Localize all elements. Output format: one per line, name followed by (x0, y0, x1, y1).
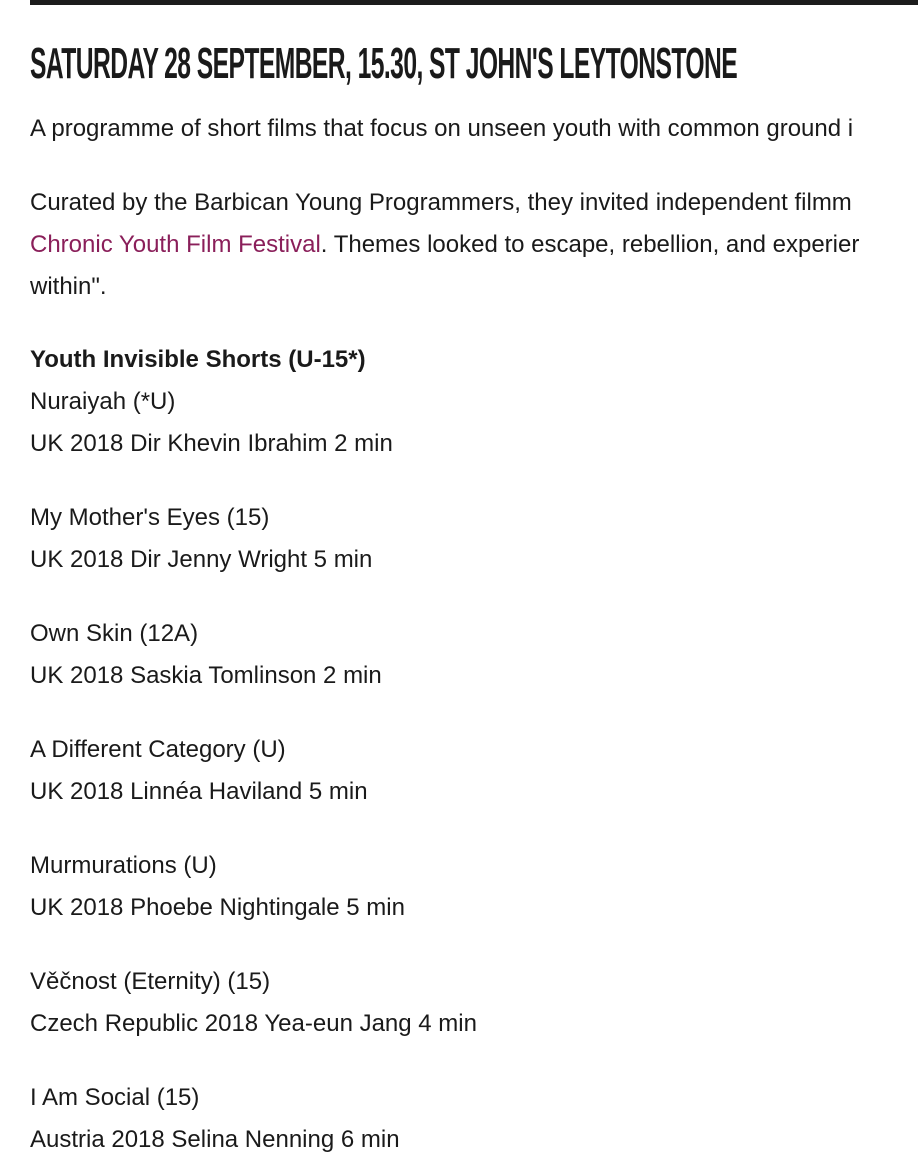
film-title: My Mother's Eyes (15) (30, 504, 270, 531)
film-item (30, 497, 372, 581)
film-details: Czech Republic 2018 Yea-eun Jang 4 min (30, 1010, 477, 1037)
film-details: UK 2018 Dir Jenny Wright 5 min (30, 546, 373, 573)
film-item (30, 1077, 400, 1161)
event-heading: SATURDAY 28 SEPTEMBER, 15.30, ST JOHN'S LEYTONSTONE (30, 39, 738, 88)
film-item (30, 845, 405, 929)
event-content (30, 0, 918, 1175)
programme-title: Youth Invisible Shorts (U-15*) (30, 346, 366, 373)
film-title: Murmurations (U) (30, 852, 217, 879)
film-item (30, 961, 477, 1045)
film-details: UK 2018 Saskia Tomlinson 2 min (30, 662, 382, 689)
curated-line-1: Curated by the Barbican Young Programmers, they invited independent filmm (30, 189, 852, 216)
film-details: Austria 2018 Selina Nenning 6 min (30, 1126, 400, 1153)
chronic-youth-festival-link[interactable]: Chronic Youth Film Festival (30, 231, 321, 258)
film-title: A Different Category (U) (30, 736, 286, 763)
film-title: Own Skin (12A) (30, 620, 199, 647)
film-title: Věčnost (Eternity) (15) (30, 968, 271, 995)
film-details: UK 2018 Phoebe Nightingale 5 min (30, 894, 405, 921)
curated-paragraph (30, 182, 859, 308)
curated-line-3: within". (30, 273, 107, 300)
curated-line-2 (30, 224, 859, 266)
film-item (30, 613, 382, 697)
intro-paragraph (30, 108, 853, 150)
film-details: UK 2018 Linnéa Haviland 5 min (30, 778, 368, 805)
film-item (30, 729, 368, 813)
film-title: Nuraiyah (*U) (30, 388, 176, 415)
film-title: I Am Social (15) (30, 1084, 200, 1111)
curated-line-2-text: . Themes looked to escape, rebellion, and experier (320, 231, 860, 258)
film-details: UK 2018 Dir Khevin Ibrahim 2 min (30, 430, 393, 457)
film-item (30, 381, 393, 465)
intro-text: A programme of short films that focus on unseen youth with common ground i (30, 115, 854, 142)
